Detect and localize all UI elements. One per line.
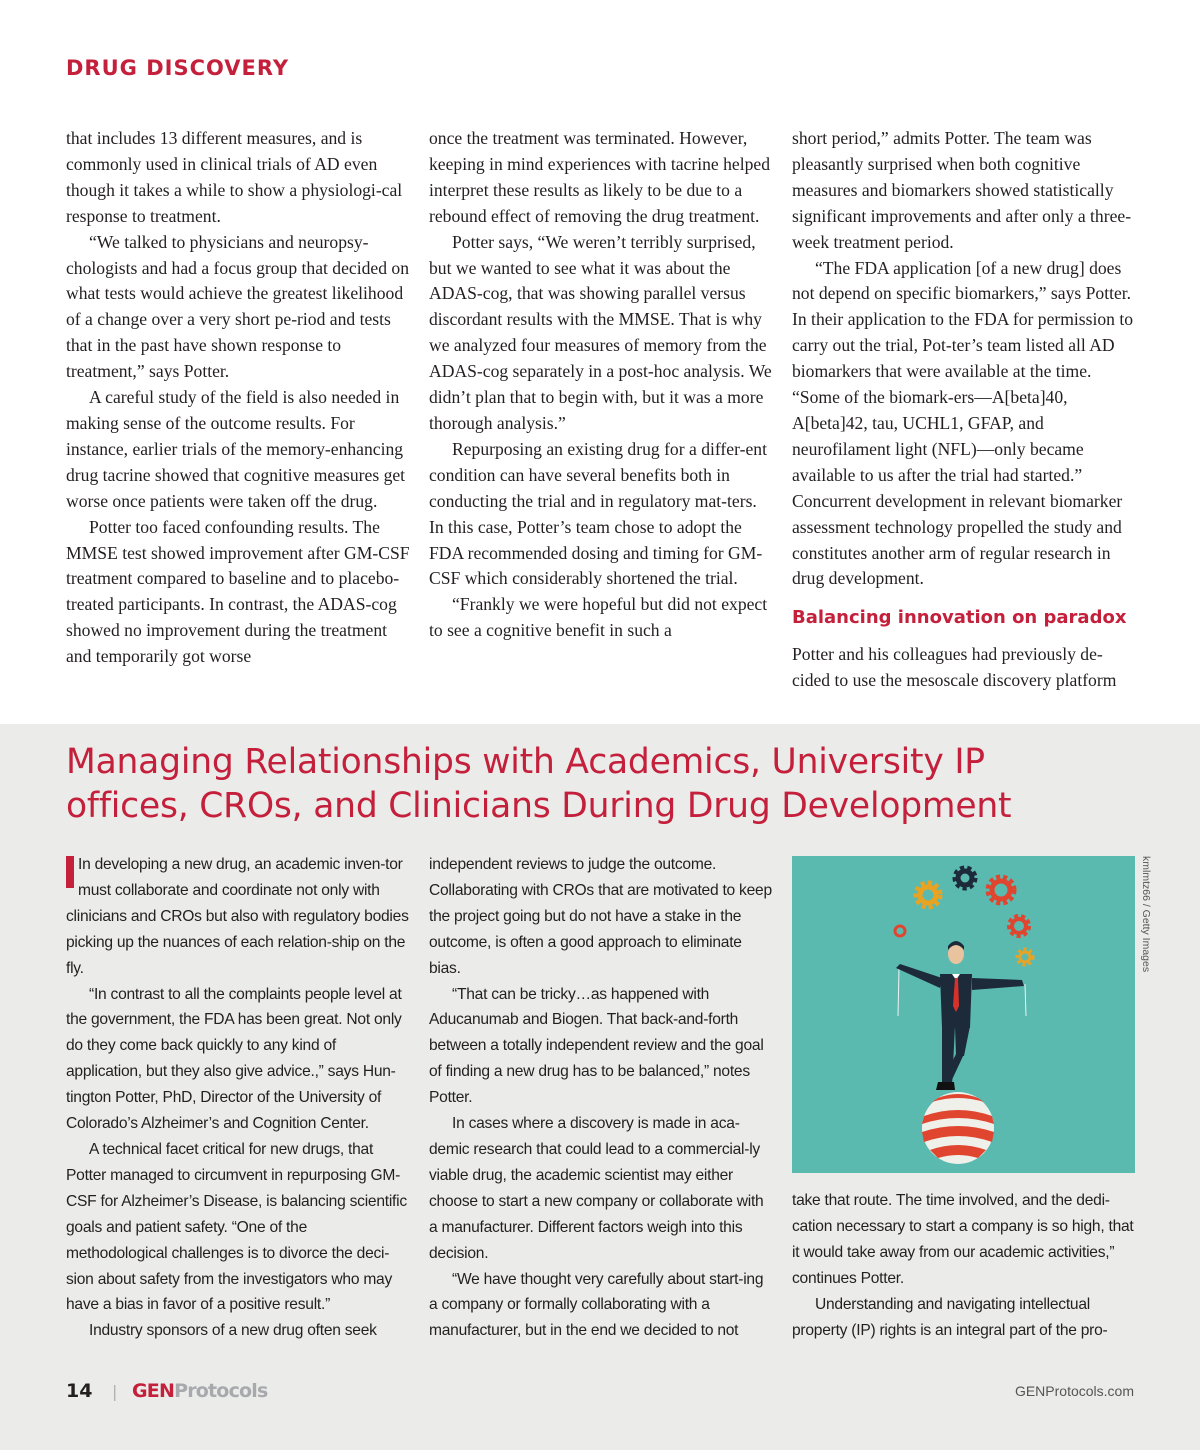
paragraph: short period,” admits Potter. The team was pleasantly surprised when both cognitive measures and biomarkers showed statistically significant improvements and after only a three-week treatment period. — [792, 128, 1132, 252]
paragraph: “In contrast to all the complaints people level at the government, the FDA has been great. Not only do they come back quickly to any kind of application, but they also give advice.,” says Hun-tington Potter, PhD, Director of the University of Colorado’s Alzheimer’s and Cognition Center. — [66, 985, 402, 1133]
paragraph: “We have thought very carefully about start-ing a company or formally collaborating with a manufacturer, but in the end we decided to not — [429, 1270, 764, 1340]
paragraph: that includes 13 different measures, and is commonly used in clinical trials of AD even though it takes a while to show a physiologi-cal response to treatment. — [66, 128, 403, 226]
article-column-1 — [66, 126, 410, 670]
subheading: Balancing innovation on paradox — [792, 607, 1127, 629]
paragraph: Potter too faced confounding results. The MMSE test showed improvement after GM-CSF treatment compared to baseline and to placebo-treated participants. In contrast, the ADAS-cog showed no improvement during the treatment and temporarily got worse — [66, 516, 410, 667]
sidebar-title-line: Managing Relationships with Academics, University IP — [66, 742, 985, 782]
paragraph: Potter says, “We weren’t terribly surprised, but we wanted to see what it was about the ADAS-cog, that was showing parallel versus discordant results with the MMSE. That is why we analyzed four measures of memory from the ADAS-cog separately in a post-hoc analysis. We didn’t plan that to begin with, but it was a more thorough analysis.” — [429, 231, 772, 433]
paragraph: independent reviews to judge the outcome. Collaborating with CROs that are motivated to keep the project going but do not have a stake in the outcome, is often a good approach to eliminate bias. — [429, 856, 772, 977]
image-credit: kmlmtz66 / Getty Images — [1140, 856, 1152, 973]
logo-part-protocols: Protocols — [174, 1380, 268, 1402]
footer-url: GENProtocols.com — [1014, 1383, 1134, 1399]
paragraph: A technical facet critical for new drugs, that Potter managed to circumvent in repurposing GM-CSF for Alzheimer’s Disease, is balancing scientific goals and patient safety. “One of the methodological challenges is to divorce the deci-sion about safety from the investigators who may have a bias in favor of a positive result.” — [66, 1140, 407, 1314]
paragraph: In cases where a discovery is made in aca-demic research that could lead to a commercial-ly viable drug, the academic scientist may either choose to start a new company or collaborate with a manufacturer. Different factors weigh into this decision. — [429, 1115, 764, 1262]
paragraph: “The FDA application [of a new drug] does not depend on specific biomarkers,” says Potter. In their application to the FDA for permission to carry out the trial, Pot-ter’s team listed all AD biomarkers that were available at the time. “Some of the biomark-ers—A[beta]40, A[beta]42, tau, UCHL1, GFAP, and neurofilament light (NFL)—only became available to us after the trial had started.” Concurrent development in relevant biomarker assessment technology propelled the study and constitutes another arm of regular research in drug development. — [792, 257, 1134, 589]
gear-icon — [1017, 949, 1033, 965]
article-column-3 — [792, 126, 1136, 694]
paragraph: Industry sponsors of a new drug often seek — [89, 1322, 377, 1340]
gear-icon — [916, 883, 940, 907]
publication-logo — [132, 1380, 268, 1402]
sidebar-title — [66, 740, 1146, 828]
sidebar-title-line: offices, CROs, and Clinicians During Drug Development — [66, 786, 1012, 826]
sidebar-column-2 — [429, 852, 775, 1344]
article-column-2 — [429, 126, 773, 644]
paragraph: A careful study of the field is also needed in making sense of the outcome results. For instance, earlier trials of the memory-enhancing drug tacrine showed that cognitive measures get worse once patients were taken off the drug. — [66, 387, 406, 511]
gear-icon — [988, 877, 1014, 903]
footer-separator: | — [112, 1382, 118, 1401]
gear-icon — [895, 926, 905, 936]
paragraph-text: In developing a new drug, an academic inven-tor must collaborate and coordinate not only with clinicians and CROs but also with regulatory bodies picking up the nuances of each relation-ship on the fly. — [66, 856, 409, 977]
paragraph: “That can be tricky…as happened with Aducanumab and Biogen. That back-and-forth between a totally independent review and the goal of finding a new drug has to be balanced,” notes Potter. — [429, 985, 764, 1107]
paragraph: Understanding and navigating intellectual property (IP) rights is an integral part of the pro- — [792, 1295, 1108, 1339]
gear-icon — [1009, 916, 1029, 936]
gear-icon — [955, 868, 975, 888]
illustration-svg — [792, 856, 1135, 1173]
paragraph: “Frankly we were hopeful but did not expect to see a cognitive benefit in such a — [429, 594, 768, 641]
juggling-businessman-illustration — [792, 856, 1135, 1173]
paragraph: Potter and his colleagues had previously de-cided to use the mesoscale discovery platform — [792, 644, 1117, 691]
paragraph — [66, 852, 412, 982]
paragraph: Repurposing an existing drug for a differ-ent condition can have several benefits both in conducting the trial and in regulatory mat-ters. In this case, Potter’s team chose to adopt the FDA recommended dosing and timing for GM-CSF which considerably shortened the trial. — [429, 438, 767, 589]
section-label: DRUG DISCOVERY — [66, 56, 290, 80]
paragraph: once the treatment was terminated. However, keeping in mind experiences with tacrine helped interpret these results as likely to be due to a rebound effect of removing the drug treatment. — [429, 128, 770, 226]
sidebar-column-3 — [792, 1188, 1138, 1343]
paragraph: take that route. The time involved, and the dedi-cation necessary to start a company is so high, that it would take away from our academic activities,” continues Potter. — [792, 1192, 1134, 1287]
logo-part-gen: GEN — [132, 1380, 175, 1402]
paragraph: “We talked to physicians and neuropsy-chologists and had a focus group that decided on what tests would achieve the greatest likelihood of a change over a very short pe-riod and tests that in the past have shown response to treatment,” says Potter. — [66, 231, 409, 382]
page-number: 14 — [66, 1380, 93, 1402]
drop-cap-mark — [66, 856, 74, 888]
sidebar-column-1 — [66, 852, 412, 1344]
